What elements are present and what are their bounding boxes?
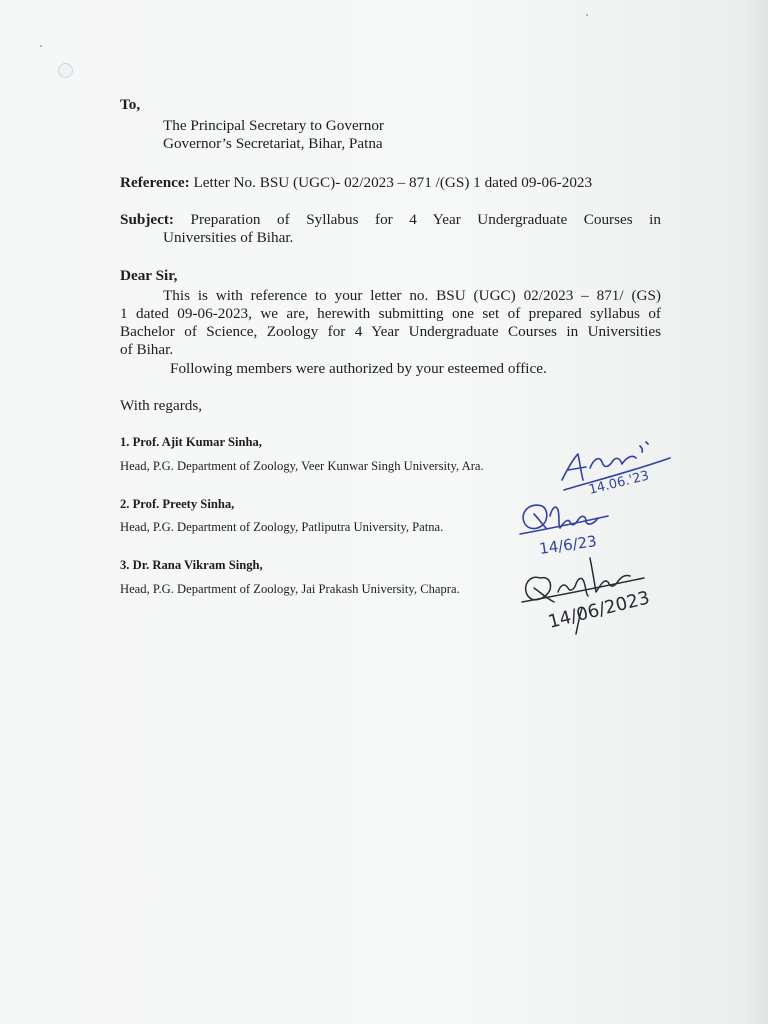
- signature-1-date: 14.06.'23: [587, 468, 651, 498]
- signature-1: [550, 428, 700, 498]
- body-line-4: of Bihar.: [120, 341, 174, 358]
- member-1-designation: Head, P.G. Department of Zoology, Veer Kunwar Singh University, Ara.: [120, 459, 484, 473]
- punch-hole-mark: [58, 63, 73, 78]
- body-line-1: This is with reference to your letter no. BSU (UGC) 02/2023 – 871/ (GS): [163, 287, 661, 304]
- member-2-designation: Head, P.G. Department of Zoology, Patliputra University, Patna.: [120, 520, 444, 534]
- closing: With regards,: [120, 397, 203, 414]
- signature-3: [516, 548, 696, 640]
- recipient-line-2: Governor’s Secretariat, Bihar, Patna: [163, 135, 383, 152]
- member-2-name: 2. Prof. Preety Sinha,: [120, 497, 235, 511]
- member-3-designation: Head, P.G. Department of Zoology, Jai Prakash University, Chapra.: [120, 582, 460, 596]
- body-line-5: Following members were authorized by your esteemed office.: [170, 360, 547, 377]
- subject-text-line-2: Universities of Bihar.: [163, 229, 294, 246]
- paper-speck: [40, 45, 42, 47]
- signature-2-date: 14/6/23: [538, 532, 598, 558]
- reference-text: Letter No. BSU (UGC)- 02/2023 – 871 /(GS) 1 dated 09-06-2023: [193, 174, 593, 191]
- greeting: Dear Sir,: [120, 267, 178, 284]
- subject-label: Subject:: [120, 211, 174, 228]
- recipient-line-1: The Principal Secretary to Governor: [163, 117, 384, 134]
- member-1-name: 1. Prof. Ajit Kumar Sinha,: [120, 435, 262, 449]
- body-line-3: Bachelor of Science, Zoology for 4 Year Undergraduate Courses in Universities: [120, 323, 661, 340]
- subject-line: [120, 211, 661, 229]
- body-line-2: 1 dated 09-06-2023, we are, herewith submitting one set of prepared syllabus of: [120, 305, 661, 322]
- to-label: To,: [120, 96, 141, 113]
- reference-label: Reference:: [120, 174, 190, 191]
- signature-3-date: 14/06/2023: [546, 587, 652, 633]
- member-3-name: 3. Dr. Rana Vikram Singh,: [120, 558, 263, 572]
- reference-line: [120, 174, 592, 192]
- subject-text-line-1: Preparation of Syllabus for 4 Year Undergraduate Courses in: [190, 211, 661, 228]
- paper-speck: [586, 14, 588, 16]
